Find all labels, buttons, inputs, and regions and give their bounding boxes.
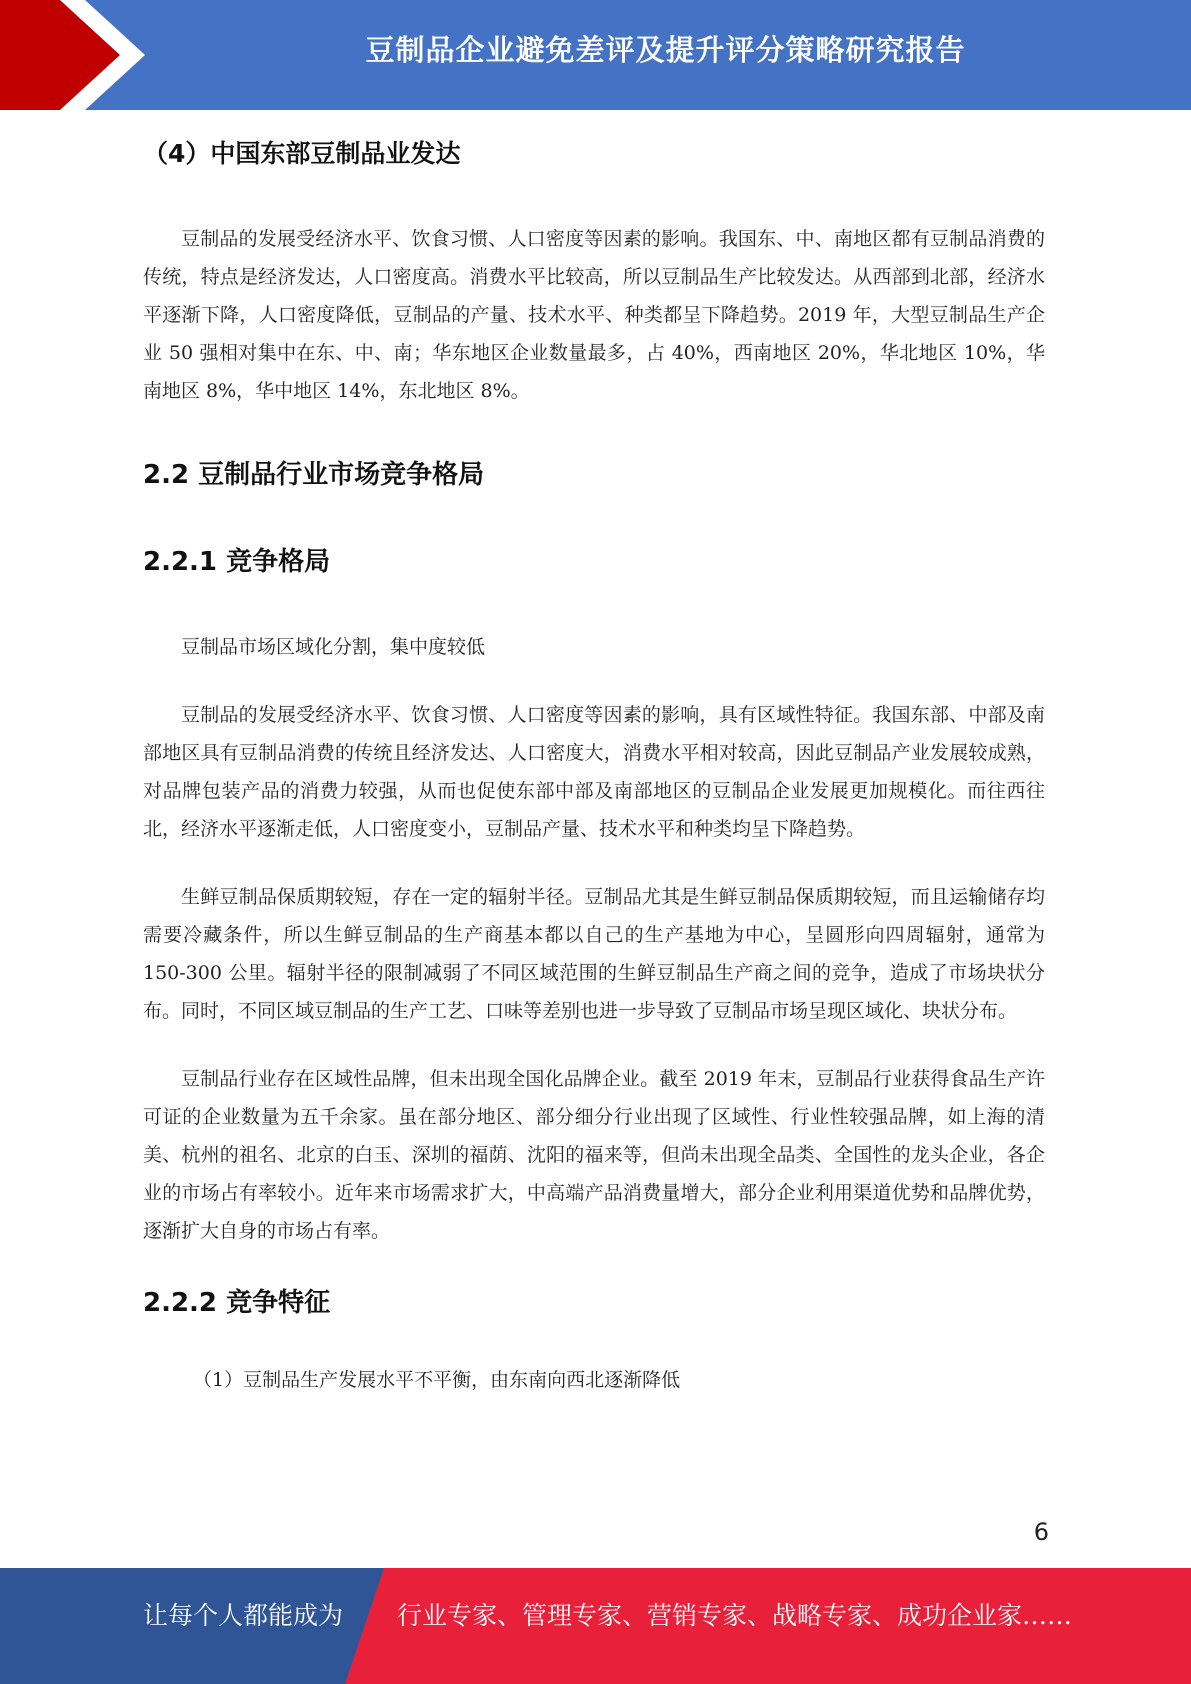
subsection-heading-4: （4）中国东部豆制品业发达 — [143, 139, 461, 168]
report-title: 豆制品企业避免差评及提升评分策略研究报告 — [365, 33, 966, 67]
page-header — [0, 0, 1191, 110]
paragraph-market-intro: 豆制品市场区域化分割，集中度较低 — [181, 636, 486, 658]
section-heading-2-2-2: 2.2.2 竞争特征 — [143, 1288, 331, 1318]
section-heading-2-2-1: 2.2.1 竞争格局 — [143, 547, 331, 577]
red-arrow-decoration — [0, 0, 180, 110]
paragraph-brands: 豆制品行业存在区域性品牌，但未出现全国化品牌企业。截至 2019 年末，豆制品行业获得食品生产许可证的企业数量为五千余家。虽在部分地区、部分细分行业出现了区域性、行业性较强品牌，如上海的清美、杭州的祖名、北京的白玉、深圳的福荫、沈阳的福来等，但尚未出现全品类、全国性的龙头企业，各企业的市场占有率较小。近年来市场需求扩大，中高端产品消费量增大，部分企业利用渠道优势和品牌优势，逐渐扩大自身的市场占有率。 — [143, 1068, 1045, 1242]
list-item-1: （1）豆制品生产发展水平不平衡，由东南向西北逐渐降低 — [193, 1369, 681, 1391]
page-footer — [0, 1568, 1191, 1684]
page-content — [143, 128, 1045, 1399]
paragraph-shelf-life: 生鲜豆制品保质期较短，存在一定的辐射半径。豆制品尤其是生鲜豆制品保质期较短，而且运输储存均需要冷藏条件，所以生鲜豆制品的生产商基本都以自己的生产基地为中心，呈圆形向四周辐射，通常为 150-300 公里。辐射半径的限制减弱了不同区域范围的生鲜豆制品生产商之间的竞争，造成了市场块状分布。同时，不同区域豆制品的生产工艺、口味等差别也进一步导致了豆制品市场呈现区域化、块状分布。 — [143, 886, 1045, 1022]
paragraph-regional-features: 豆制品的发展受经济水平、饮食习惯、人口密度等因素的影响，具有区域性特征。我国东部、中部及南部地区具有豆制品消费的传统且经济发达、人口密度大，消费水平相对较高，因此豆制品产业发展较成熟，对品牌包装产品的消费力较强，从而也促使东部中部及南部地区的豆制品企业发展更加规模化。而往西往北，经济水平逐渐走低，人口密度变小，豆制品产量、技术水平和种类均呈下降趋势。 — [143, 704, 1045, 840]
footer-slogan-left: 让每个人都能成为 — [143, 1601, 344, 1630]
page-number: 6 — [1033, 1518, 1049, 1546]
section-heading-2-2: 2.2 豆制品行业市场竞争格局 — [143, 460, 485, 490]
paragraph-east-china: 豆制品的发展受经济水平、饮食习惯、人口密度等因素的影响。我国东、中、南地区都有豆制品消费的传统，特点是经济发达，人口密度高。消费水平比较高，所以豆制品生产比较发达。从西部到北部，经济水平逐渐下降，人口密度降低，豆制品的产量、技术水平、种类都呈下降趋势。2019 年，大型豆制品生产企业 50 强相对集中在东、中、南；华东地区企业数量最多，占 40%，西南地区 20%，华北地区 10%，华南地区 8%，华中地区 14%，东北地区 8%。 — [143, 228, 1045, 402]
footer-slogan-right: 行业专家、管理专家、营销专家、战略专家、成功企业家…… — [397, 1601, 1073, 1630]
